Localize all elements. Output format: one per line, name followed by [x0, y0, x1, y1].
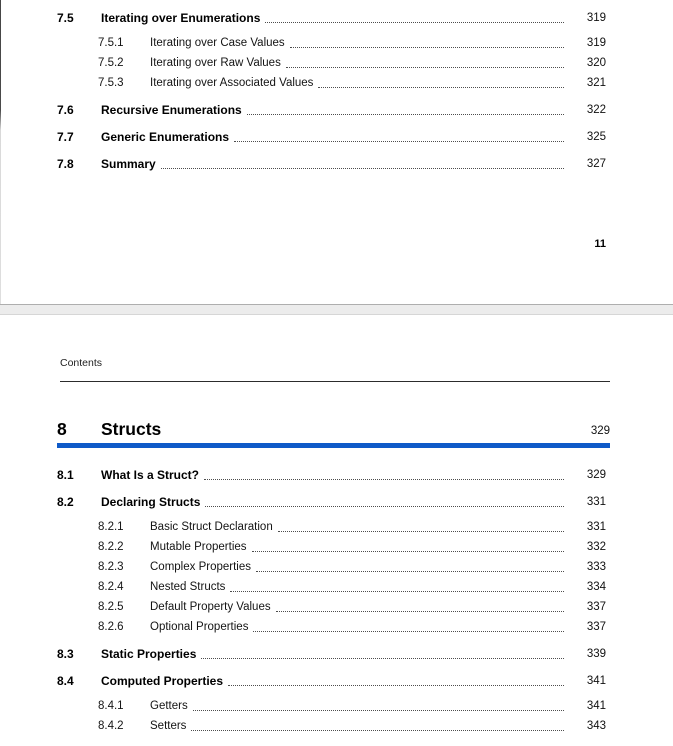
toc-entry-number: 8.2.6 [98, 621, 124, 633]
toc-entry-page: 334 [586, 581, 606, 593]
toc-entry-number: 7.5.1 [98, 37, 124, 49]
toc-entry-page: 341 [586, 700, 606, 712]
toc-entry-title: Default Property Values [150, 601, 271, 613]
toc-entry-title: Summary [101, 157, 156, 171]
toc-entry-number: 8.2.1 [98, 521, 124, 533]
toc-entry-page: 331 [586, 496, 606, 508]
toc-entry[interactable] [57, 521, 606, 534]
toc-entry[interactable] [57, 648, 606, 661]
page-current [0, 356, 673, 746]
toc-entry-number: 7.8 [57, 157, 74, 171]
page-number: 11 [594, 238, 606, 250]
toc-entry-page: 319 [586, 37, 606, 49]
chapter-number: 8 [57, 419, 67, 439]
toc-entry-number: 7.5.2 [98, 57, 124, 69]
toc-entry-title: Declaring Structs [101, 495, 201, 509]
toc-entry-title: Optional Properties [150, 621, 249, 633]
toc-entry[interactable] [57, 581, 606, 594]
toc-entry[interactable] [57, 601, 606, 614]
toc-entry-page: 333 [586, 561, 606, 573]
toc-entry[interactable] [57, 104, 606, 117]
toc-entry-title: Iterating over Case Values [150, 37, 285, 49]
toc-entry-number: 8.4.1 [98, 700, 124, 712]
toc-dot-leader [204, 479, 564, 480]
toc-entry-title: Nested Structs [150, 581, 226, 593]
toc-entry-title: What Is a Struct? [101, 468, 200, 482]
toc-entry-page: 337 [586, 621, 606, 633]
toc-dot-leader [276, 611, 564, 612]
toc-entry-number: 7.6 [57, 103, 74, 117]
toc-dot-leader [161, 168, 564, 169]
toc-entry-title: Iterating over Associated Values [150, 77, 314, 89]
toc-entry[interactable] [57, 469, 606, 482]
toc-dot-leader [205, 506, 564, 507]
toc-entry-title: Basic Struct Declaration [150, 521, 273, 533]
toc-entry[interactable] [57, 158, 606, 171]
toc-entry-page: 331 [586, 521, 606, 533]
toc-list-current [0, 448, 673, 733]
toc-entry-number: 8.1 [57, 468, 74, 482]
toc-entry[interactable] [57, 621, 606, 634]
toc-entry[interactable] [57, 37, 606, 50]
toc-entry-number: 8.2.2 [98, 541, 124, 553]
chapter-page-number: 329 [590, 425, 610, 437]
toc-dot-leader [318, 87, 564, 88]
toc-entry-number: 8.2.3 [98, 561, 124, 573]
page-left-edge [0, 0, 1, 304]
chapter-heading[interactable] [57, 417, 610, 439]
toc-dot-leader [290, 47, 564, 48]
toc-entry-title: Static Properties [101, 647, 197, 661]
toc-dot-leader [253, 631, 564, 632]
toc-entry-page: 339 [586, 648, 606, 660]
toc-entry-number: 8.2.5 [98, 601, 124, 613]
page-previous [0, 0, 673, 304]
toc-entry[interactable] [57, 496, 606, 509]
toc-entry-page: 322 [586, 104, 606, 116]
toc-dot-leader [230, 591, 564, 592]
toc-entry-number: 8.2 [57, 495, 74, 509]
toc-dot-leader [234, 141, 564, 142]
toc-entry-number: 8.2.4 [98, 581, 124, 593]
running-header [60, 356, 610, 382]
toc-dot-leader [286, 67, 564, 68]
toc-entry[interactable] [57, 12, 606, 25]
toc-entry-number: 7.5.3 [98, 77, 124, 89]
toc-entry-number: 8.4.2 [98, 720, 124, 732]
toc-entry[interactable] [57, 720, 606, 733]
toc-dot-leader [201, 658, 564, 659]
toc-entry-title: Computed Properties [101, 674, 224, 688]
toc-dot-leader [193, 710, 564, 711]
page-separator [0, 304, 673, 315]
toc-dot-leader [252, 551, 564, 552]
toc-entry-page: 325 [586, 131, 606, 143]
toc-entry-title: Complex Properties [150, 561, 251, 573]
toc-entry-title: Setters [150, 720, 187, 732]
toc-entry-page: 332 [586, 541, 606, 553]
toc-entry-page: 321 [586, 77, 606, 89]
toc-entry[interactable] [57, 541, 606, 554]
toc-entry-title: Mutable Properties [150, 541, 247, 553]
toc-entry-page: 341 [586, 675, 606, 687]
chapter-title: Structs [101, 419, 162, 439]
toc-entry-page: 320 [586, 57, 606, 69]
toc-entry[interactable] [57, 700, 606, 713]
toc-entry-title: Recursive Enumerations [101, 103, 242, 117]
running-header-label: Contents [60, 357, 103, 369]
toc-entry[interactable] [57, 561, 606, 574]
toc-entry[interactable] [57, 131, 606, 144]
running-header-rule [60, 381, 610, 382]
toc-entry-page: 329 [586, 469, 606, 481]
toc-entry[interactable] [57, 77, 606, 90]
toc-dot-leader [191, 730, 564, 731]
toc-dot-leader [278, 531, 564, 532]
toc-entry-number: 7.5 [57, 11, 74, 25]
toc-dot-leader [265, 22, 564, 23]
toc-entry-title: Generic Enumerations [101, 130, 230, 144]
toc-entry-number: 7.7 [57, 130, 74, 144]
toc-entry-title: Getters [150, 700, 188, 712]
toc-dot-leader [256, 571, 564, 572]
toc-entry-page: 319 [586, 12, 606, 24]
toc-dot-leader [228, 685, 564, 686]
toc-entry[interactable] [57, 57, 606, 70]
toc-entry-page: 343 [586, 720, 606, 732]
toc-entry-number: 8.4 [57, 674, 74, 688]
toc-dot-leader [247, 114, 564, 115]
toc-entry-title: Iterating over Enumerations [101, 11, 261, 25]
toc-entry[interactable] [57, 675, 606, 688]
toc-list-previous [0, 0, 673, 171]
toc-entry-title: Iterating over Raw Values [150, 57, 281, 69]
toc-entry-page: 337 [586, 601, 606, 613]
toc-entry-page: 327 [586, 158, 606, 170]
toc-entry-number: 8.3 [57, 647, 74, 661]
